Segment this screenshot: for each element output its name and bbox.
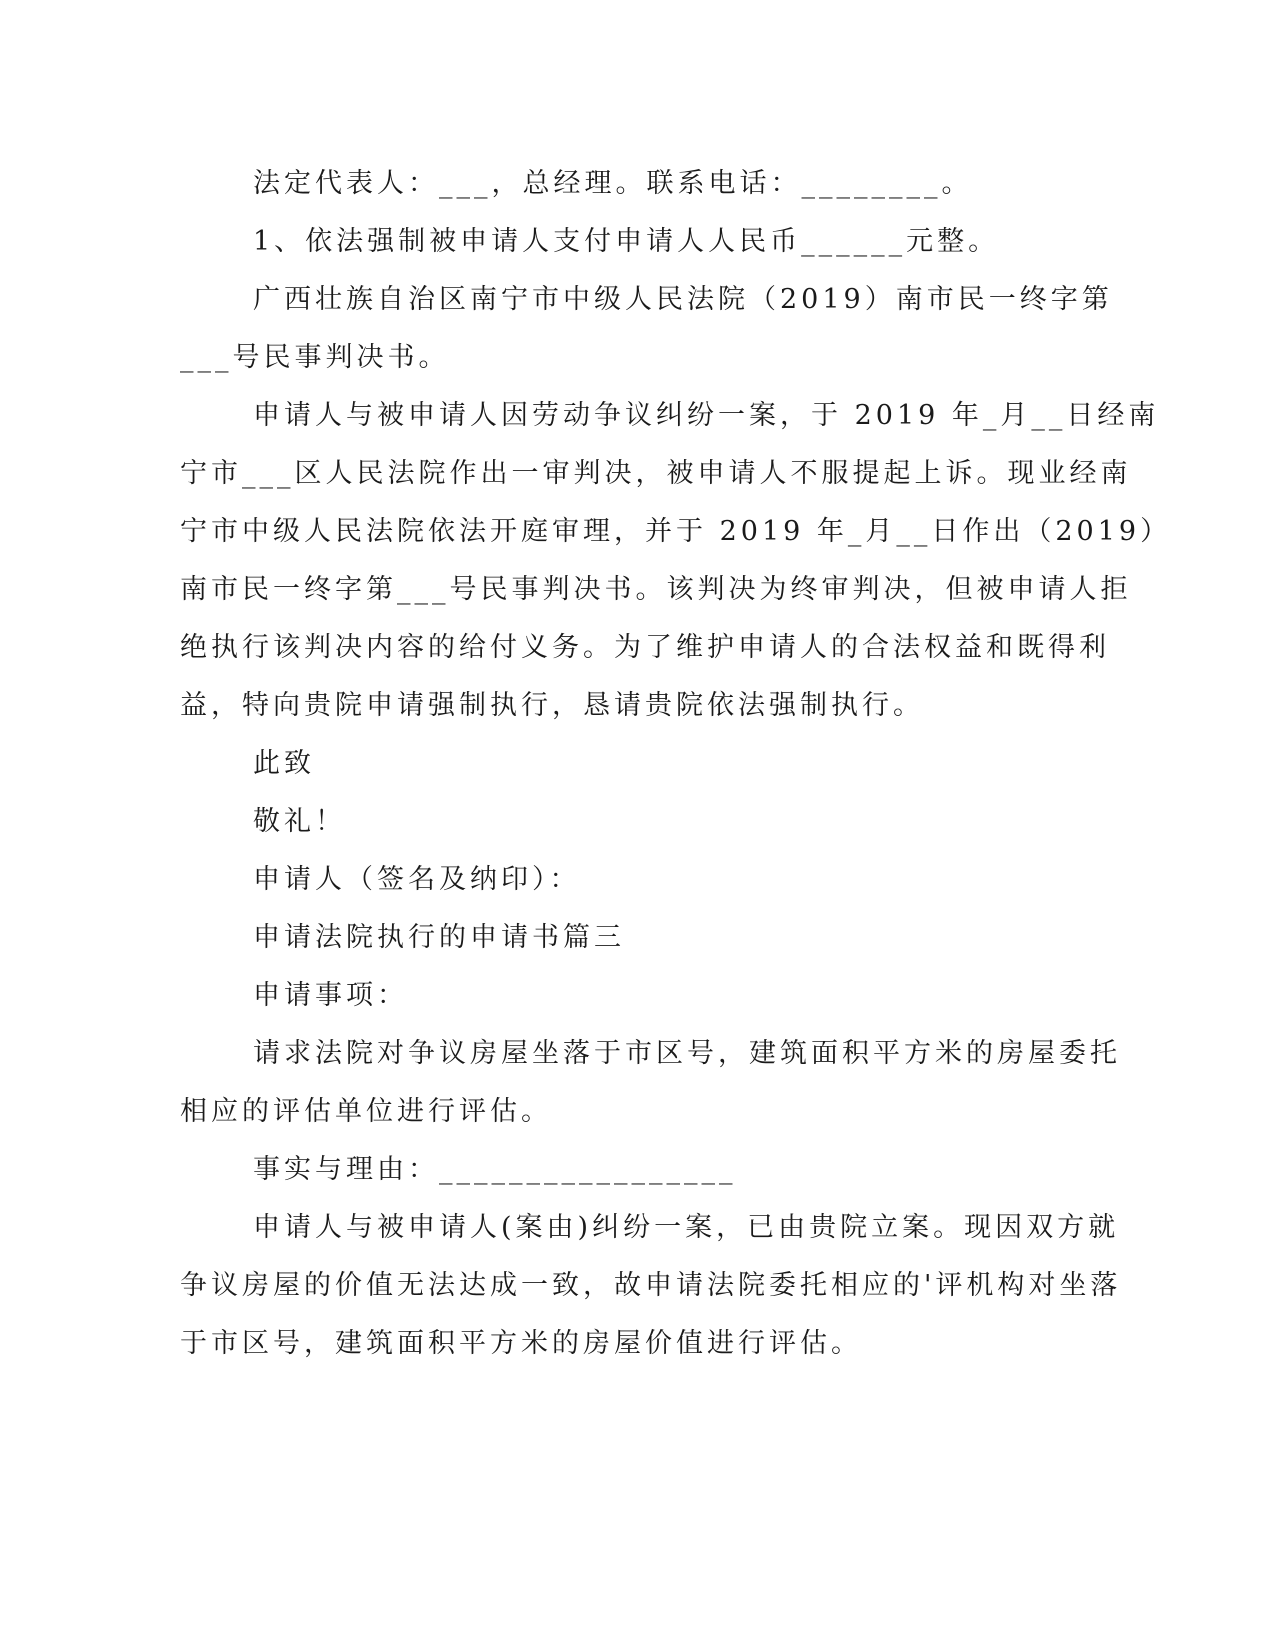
reasons-paragraph-line-2: 争议房屋的价值无法达成一致，故申请法院委托相应的'评机构对坐落 (180, 1270, 1122, 1301)
facts-paragraph-line-3: 宁市中级人民法院依法开庭审理，并于 2019 年_月__日作出（2019） (180, 516, 1172, 547)
facts-paragraph-line-2: 宁市___区人民法院作出一审判决，被申请人不服提起上诉。现业经南 (180, 458, 1132, 489)
legal-representative-line: 法定代表人：___，总经理。联系电话：________。 (253, 168, 973, 199)
applicant-signature-line: 申请人（签名及纳印）： (253, 864, 581, 895)
facts-paragraph-line-4: 南市民一终字第___号民事判决书。该判决为终审判决，但被申请人拒 (180, 574, 1132, 605)
request-item-1: 1、依法强制被申请人支付申请人人民币______元整。 (253, 226, 1000, 257)
court-name-line: 广西壮族自治区南宁市中级人民法院（2019）南市民一终字第 (253, 284, 1113, 315)
closing-regards: 敬礼！ (253, 806, 346, 837)
judgment-number-line: ___号民事判决书。 (180, 342, 450, 373)
facts-paragraph-line-1: 申请人与被申请人因劳动争议纠纷一案，于 2019 年_月__日经南 (253, 400, 1160, 431)
request-paragraph-line-1: 请求法院对争议房屋坐落于市区号，建筑面积平方米的房屋委托 (253, 1038, 1121, 1069)
facts-paragraph-line-5: 绝执行该判决内容的给付义务。为了维护申请人的合法权益和既得利 (180, 632, 1110, 663)
reasons-paragraph-line-3: 于市区号，建筑面积平方米的房屋价值进行评估。 (180, 1328, 862, 1359)
facts-paragraph-line-6: 益，特向贵院申请强制执行，恳请贵院依法强制执行。 (180, 690, 924, 721)
request-items-label: 申请事项： (253, 980, 408, 1011)
section-heading: 申请法院执行的申请书篇三 (253, 922, 625, 953)
reasons-paragraph-line-1: 申请人与被申请人(案由)纠纷一案，已由贵院立案。现因双方就 (253, 1212, 1120, 1243)
salutation: 此致 (253, 748, 315, 779)
request-paragraph-line-2: 相应的评估单位进行评估。 (180, 1096, 552, 1127)
facts-and-reasons-label: 事实与理由：_________________ (253, 1154, 737, 1185)
